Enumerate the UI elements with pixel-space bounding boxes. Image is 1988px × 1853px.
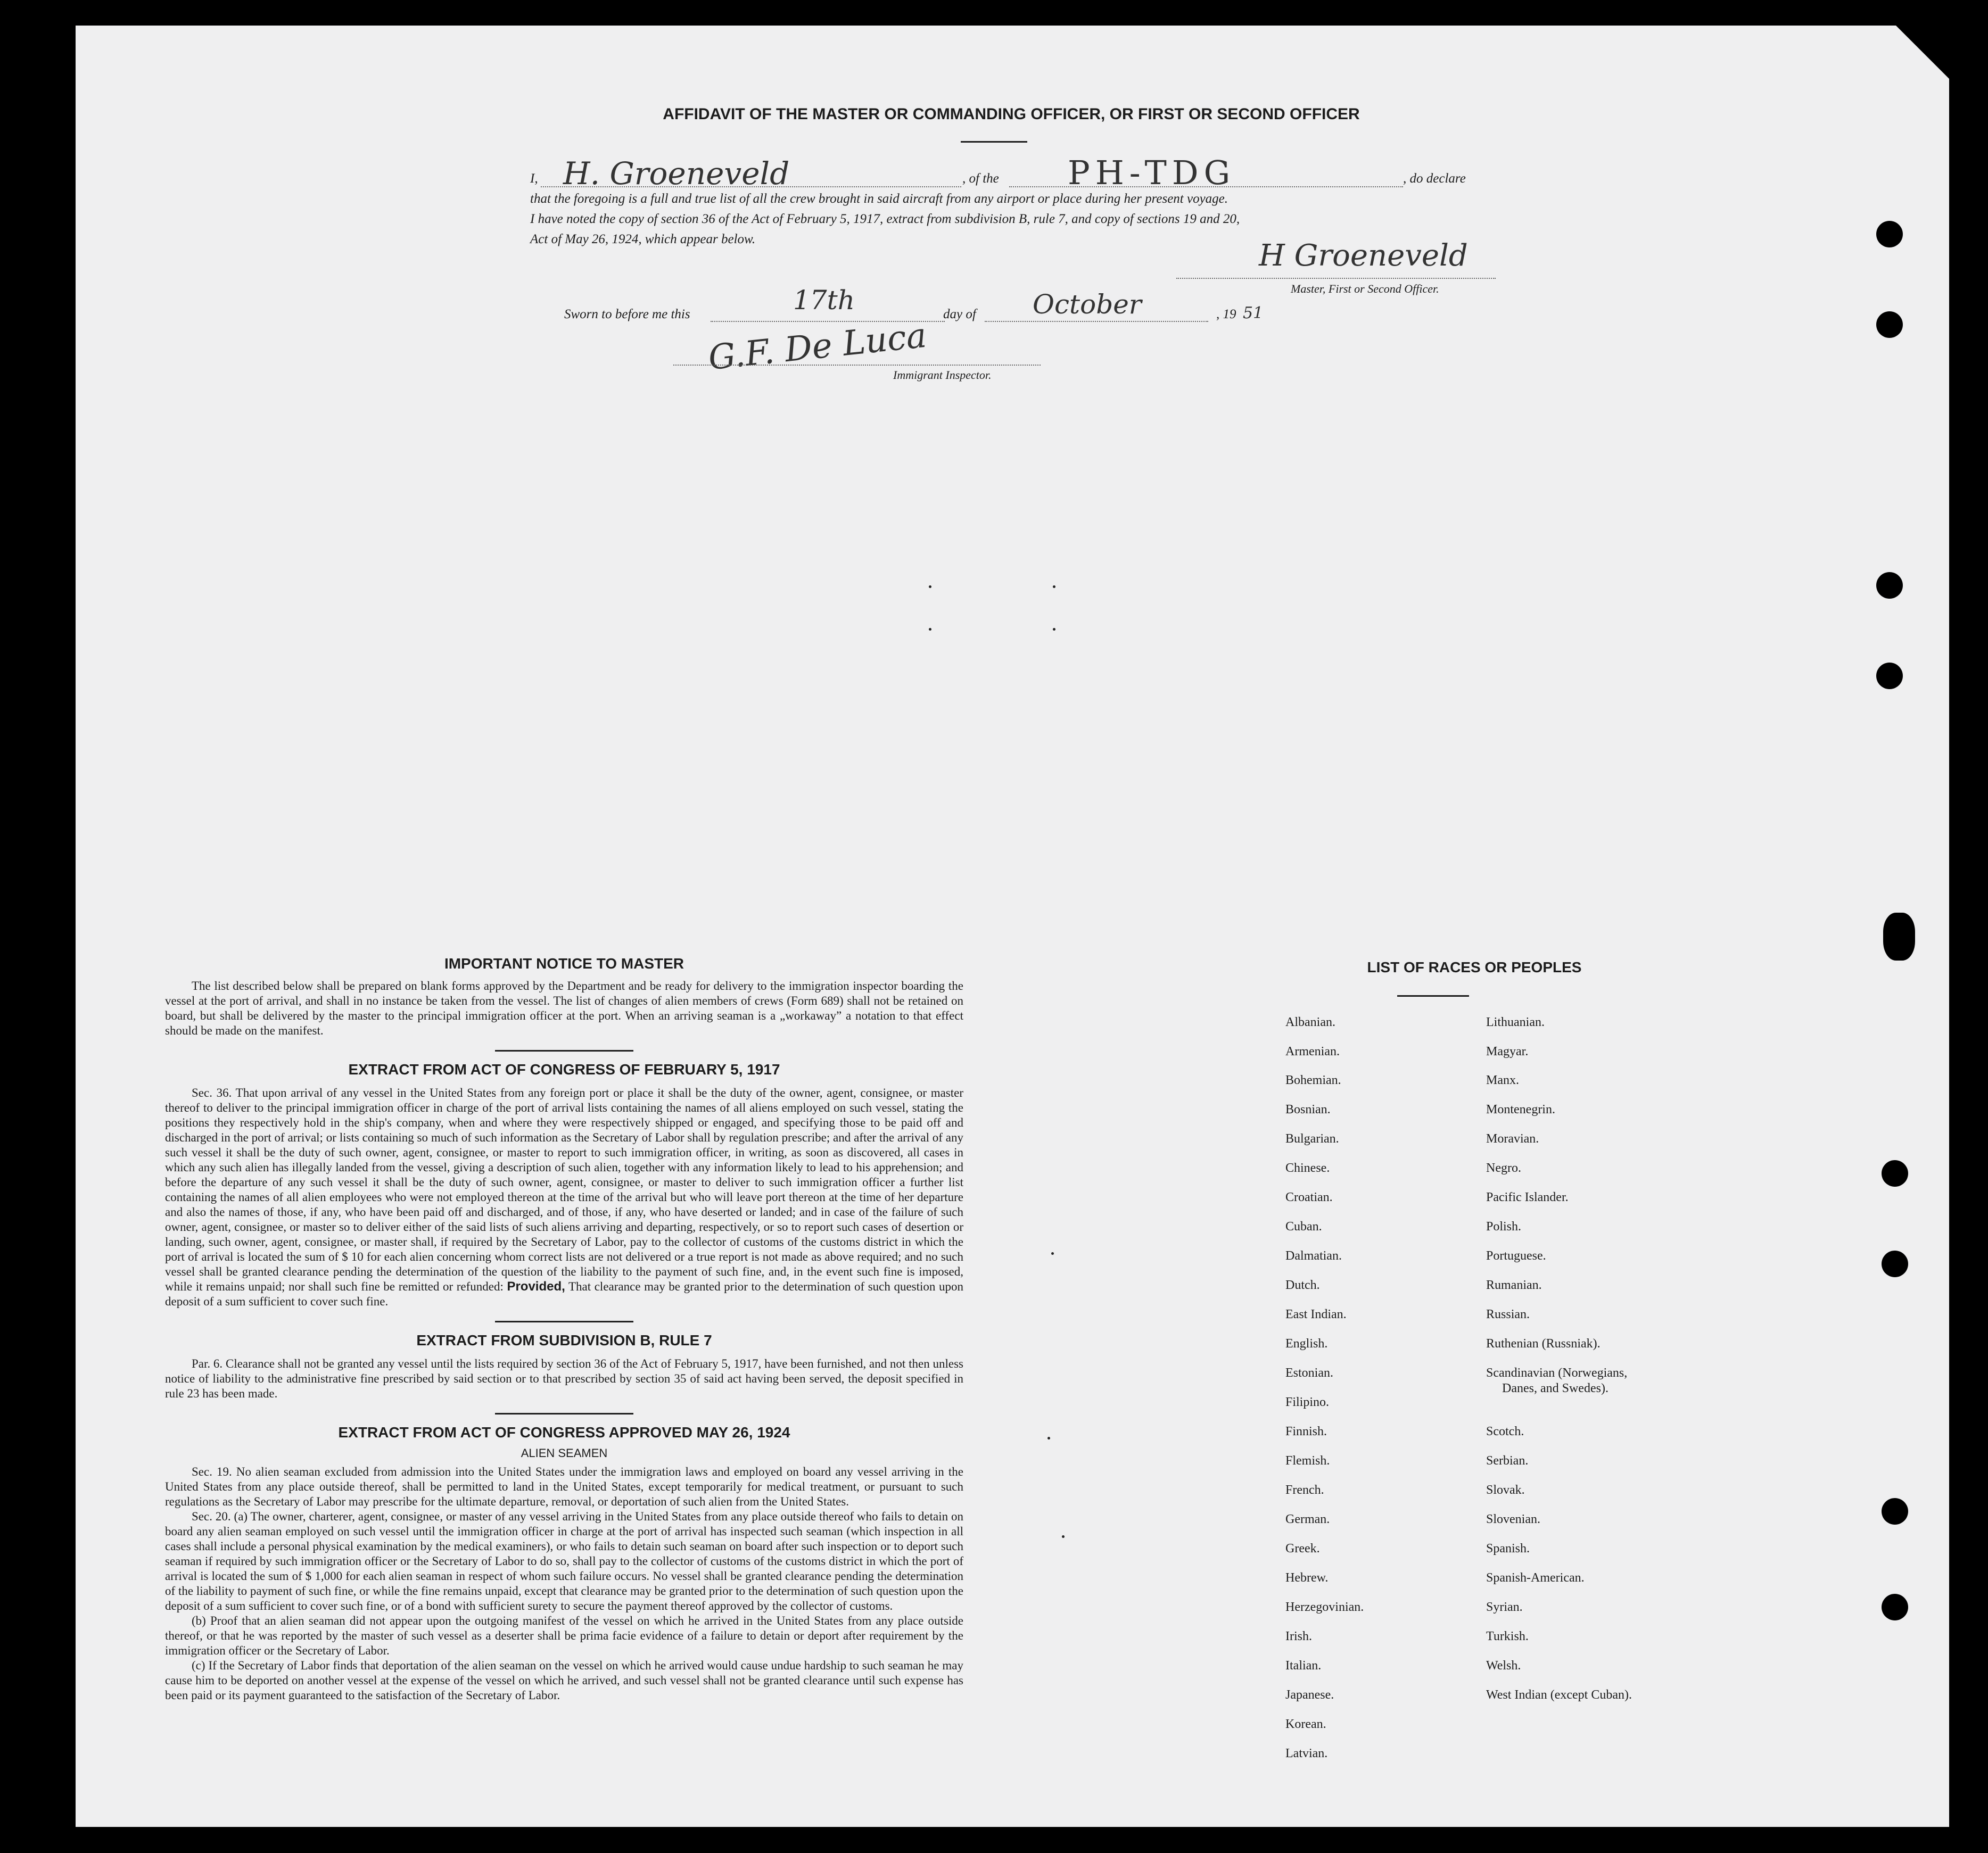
sec-20c-body: (c) If the Secretary of Labor finds that deportation of the alien seaman on the vessel on which he arrived would cause undue hardship to such seaman he may cause him to be deported on another vessel at the expense of the vessel on which he arrived, and such vessel shall not be granted clearance until such expense has been paid or its payment guaranteed to the satisfaction of the Secretary of Labor.: [165, 1659, 963, 1702]
month-line: [985, 321, 1208, 322]
race-item: Polish.: [1486, 1220, 1522, 1234]
race-item: Danes, and Swedes).: [1502, 1382, 1608, 1395]
race-item: Scotch.: [1486, 1425, 1524, 1438]
race-item: Russian.: [1486, 1308, 1530, 1321]
race-item: Pacific Islander.: [1486, 1190, 1569, 1204]
race-item: Bulgarian.: [1285, 1132, 1339, 1146]
sec-20b-body: (b) Proof that an alien seaman did not appear upon the outgoing manifest of the vessel on which he arrived in the United States from any place outside thereof, or that he was reported by the master of such vessel as a deserter shall be prima facie evidence of a failure to detain or deport after requirement by the immigration officer or the Secretary of Labor.: [165, 1614, 963, 1657]
notice-title: IMPORTANT NOTICE TO MASTER: [444, 955, 684, 972]
aircraft-handwritten: PH-TDG: [1068, 153, 1236, 192]
race-item: Dalmatian.: [1285, 1249, 1342, 1263]
master-signature: H Groeneveld: [1259, 238, 1468, 273]
race-item: Dutch.: [1285, 1278, 1320, 1292]
master-name-handwritten: H. Groeneveld: [563, 155, 790, 192]
race-item: Negro.: [1486, 1161, 1521, 1175]
stray-mark: [1053, 585, 1055, 588]
race-item: Italian.: [1285, 1659, 1322, 1673]
race-item: East Indian.: [1285, 1308, 1347, 1321]
inspector-line: [673, 365, 1041, 366]
race-item: Serbian.: [1486, 1454, 1529, 1468]
sec-20a-body: Sec. 20. (a) The owner, charterer, agent, consignee, or master of any vessel arriving in the United States from any place outside thereof who fails to detain on board any alien seaman employed on such vessel until the immigration officer in charge at the port of arrival has inspected such seaman (which inspection in all cases shall include a personal physical examination by the medical examiners), or who fails to detain such seaman on board after such inspection or to deport such seaman if required by such immigration officer or the Secretary of Labor to do so, shall pay to the collector of customs of the customs district in which the port of arrival is located the sum of $ 1,000 for each alien seaman in respect of whom such failure occurs. No vessel shall be granted clearance pending the determination of the liability to payment of such fine, or while the fine remains unpaid, except that clearance may be granted prior to the determination of such question upon the deposit of a sum sufficient to cover such fine, or of a bond with sufficient surety to secure the payment thereof approved by the collector of customs.: [165, 1510, 963, 1612]
race-item: Moravian.: [1486, 1132, 1539, 1146]
divider: [495, 1321, 633, 1322]
sec-19-body: Sec. 19. No alien seaman excluded from admission into the United States under the immigration laws and employed on board any vessel arriving in the United States from any place outside thereof, shall be permitted to land in the United States, except temporarily for medical treatment, or pursuant to such regulations as the Secretary of Labor may prescribe for the ultimate departure, removal, or deportation of such alien from the United States.: [165, 1465, 963, 1508]
race-item: Latvian.: [1285, 1747, 1328, 1760]
punch-hole: [1882, 1594, 1908, 1620]
divider: [1397, 995, 1469, 997]
affidavit-title: AFFIDAVIT OF THE MASTER OR COMMANDING OFFICER, OR FIRST OR SECOND OFFICER: [663, 105, 1360, 123]
race-item: Flemish.: [1285, 1454, 1330, 1468]
divider: [495, 1413, 633, 1414]
affidavit-line-2: that the foregoing is a full and true list of all the crew brought in said aircraft from any airport or place during her present voyage.: [530, 192, 1228, 206]
race-item: Ruthenian (Russniak).: [1486, 1337, 1601, 1351]
inspector-signature: G.F. De Luca: [706, 316, 929, 378]
race-item: Scandinavian (Norwegians,: [1486, 1366, 1628, 1380]
extract-1917-title: EXTRACT FROM ACT OF CONGRESS OF FEBRUARY 5, 1917: [348, 1061, 780, 1078]
race-item: Croatian.: [1285, 1190, 1333, 1204]
sworn-line: [564, 285, 1309, 333]
sworn-day-handwritten: 17th: [793, 285, 855, 316]
race-item: Slovak.: [1486, 1483, 1525, 1497]
do-declare-label: , do declare: [1403, 171, 1466, 186]
extract-1917-text-end: That clearance may be granted prior to the determination of such question upon deposit of a sum sufficient to cover such fine.: [165, 1280, 963, 1308]
race-item: English.: [1285, 1337, 1328, 1351]
extract-1924-title: EXTRACT FROM ACT OF CONGRESS APPROVED MAY 26, 1924: [338, 1424, 790, 1441]
race-item: Armenian.: [1285, 1045, 1340, 1058]
punch-hole: [1882, 1251, 1908, 1277]
race-item: Slovenian.: [1486, 1512, 1540, 1526]
punch-hole: [1882, 1160, 1908, 1187]
of-the-label: , of the: [962, 171, 999, 186]
race-item: Herzegovinian.: [1285, 1600, 1364, 1614]
punch-hole: [1876, 663, 1903, 689]
race-item: Bohemian.: [1285, 1073, 1341, 1087]
punch-hole: [1876, 572, 1903, 599]
stray-mark: [1047, 1437, 1050, 1440]
race-item: Albanian.: [1285, 1015, 1335, 1029]
race-item: Estonian.: [1285, 1366, 1333, 1380]
inspector-caption: Immigrant Inspector.: [893, 368, 992, 382]
rule-7-title: EXTRACT FROM SUBDIVISION B, RULE 7: [416, 1332, 712, 1349]
race-item: Spanish-American.: [1486, 1571, 1585, 1585]
stray-mark: [929, 628, 931, 631]
sworn-month-handwritten: October: [1033, 289, 1142, 320]
provided-label: Provided,: [507, 1279, 565, 1294]
race-item: Japanese.: [1285, 1688, 1334, 1702]
notices-column: [165, 955, 963, 1703]
stray-mark: [1062, 1535, 1065, 1538]
rule-7-body: Par. 6. Clearance shall not be granted any vessel until the lists required by section 36 of the Act of February 5, 1917, have been furnished, and not then unless notice of liability to the administrative fine prescribed by said section or to that prescribed by section 35 of said act having been served, the deposit specified in rule 23 has been made.: [165, 1357, 963, 1400]
race-item: Korean.: [1285, 1717, 1326, 1731]
race-item: Cuban.: [1285, 1220, 1322, 1234]
divider: [961, 141, 1027, 143]
affidavit-line-4: Act of May 26, 1924, which appear below.: [530, 232, 756, 246]
signature-line: [1176, 278, 1496, 279]
race-item: Magyar.: [1486, 1045, 1529, 1058]
races-title: LIST OF RACES OR PEOPLES: [1367, 959, 1582, 975]
day-of-label: day of: [943, 307, 976, 321]
year-handwritten: 51: [1243, 304, 1264, 322]
stray-mark: [929, 585, 931, 588]
punch-hole: [1876, 311, 1903, 338]
sworn-label: Sworn to before me this: [564, 307, 690, 321]
extract-1924-subtitle: ALIEN SEAMEN: [521, 1446, 608, 1460]
stray-mark: [1051, 1252, 1054, 1255]
master-caption: Master, First or Second Officer.: [1291, 282, 1439, 295]
punch-hole: [1876, 221, 1903, 247]
race-item: Irish.: [1285, 1629, 1312, 1643]
notice-body: The list described below shall be prepared on blank forms approved by the Department and be ready for delivery to the immigration inspector boarding the vessel at the port of arrival, and shall in no instance be taken from the vessel. The list of changes of alien members of crews (Form 689) shall not be retained on board, but shall be delivered by the master to the principal immigration officer at the port. When an arriving seaman is a „workaway” a notation to that effect should be made on the manifest.: [165, 979, 963, 1037]
race-item: Hebrew.: [1285, 1571, 1329, 1585]
race-item: Manx.: [1486, 1073, 1519, 1087]
race-item: Spanish.: [1486, 1542, 1530, 1556]
race-item: Montenegrin.: [1486, 1103, 1555, 1116]
year-prefix: , 19: [1216, 307, 1236, 321]
race-item: Chinese.: [1285, 1161, 1330, 1175]
race-item: German.: [1285, 1512, 1330, 1526]
extract-1917-body: [165, 1086, 963, 1309]
race-item: Finnish.: [1285, 1425, 1327, 1438]
punch-hole: [1883, 913, 1915, 961]
stray-mark: [1053, 628, 1055, 631]
race-item: Filipino.: [1285, 1395, 1330, 1409]
extract-1917-text: Sec. 36. That upon arrival of any vessel in the United States from any foreign port or place it shall be the duty of the owner, agent, consignee, or master thereof to deliver to the principal immigration officer in charge of the port of arrival lists containing the names of all aliens employed on such vessel, stating the positions they respectively hold in the ship's company, when and where they were respectively shipped or engaged, and specifying those to be paid off and discharged in the port of arrival; or lists containing so much of such information as the Secretary of Labor shall by regulation prescribe; and after the arrival of any such vessel it shall be the duty of such owner, agent, consignee, or master to report to such immigration officer, in writing, as soon as discovered, all cases in which any such alien has illegally landed from the vessel, giving a description of such alien, together with any information likely to lead to his apprehension; and before the departure of any such vessel it shall be the duty of such owner, agent, consignee, or master to deliver to such immigration officer a further list containing the names of all alien employees who were not employed thereon at the time of the arrival but who will leave port thereon at the time of her departure and also the names of those, if any, who have been paid off and discharged, and of those, if any, who have deserted or landed; and in case of the failure of such owner, agent, consignee, or master so to deliver either of the said lists of such aliens arriving and departing, respectively, or so to report such cases of desertion or landing, such owner, agent, consignee, or master shall, if required by the Secretary of Labor, pay to the collector of customs of the customs district in which the port of arrival is located the sum of $ 10 for each alien concerning whom correct lists are not delivered or a true report is not made as above required; and no such vessel shall be granted clearance pending the determination of the question of the liability to the payment of such fine, and, in the event such fine is imposed, while it remains unpaid; nor shall such fine be remitted or refunded:: [165, 1086, 963, 1293]
race-item: Welsh.: [1486, 1659, 1521, 1673]
race-item: Bosnian.: [1285, 1103, 1331, 1116]
race-item: French.: [1285, 1483, 1324, 1497]
race-item: Rumanian.: [1486, 1278, 1542, 1292]
race-item: Portuguese.: [1486, 1249, 1546, 1263]
race-item: Lithuanian.: [1486, 1015, 1545, 1029]
punch-hole: [1882, 1498, 1908, 1525]
divider: [495, 1050, 633, 1052]
race-item: Syrian.: [1486, 1600, 1523, 1614]
affidavit-line-3: I have noted the copy of section 36 of the Act of February 5, 1917, extract from subdivision B, rule 7, and copy of sections 19 and 20,: [530, 212, 1240, 226]
race-item: West Indian (except Cuban).: [1486, 1688, 1632, 1702]
race-item: Turkish.: [1486, 1629, 1529, 1643]
race-item: Greek.: [1285, 1542, 1320, 1556]
i-label: I,: [530, 171, 538, 186]
